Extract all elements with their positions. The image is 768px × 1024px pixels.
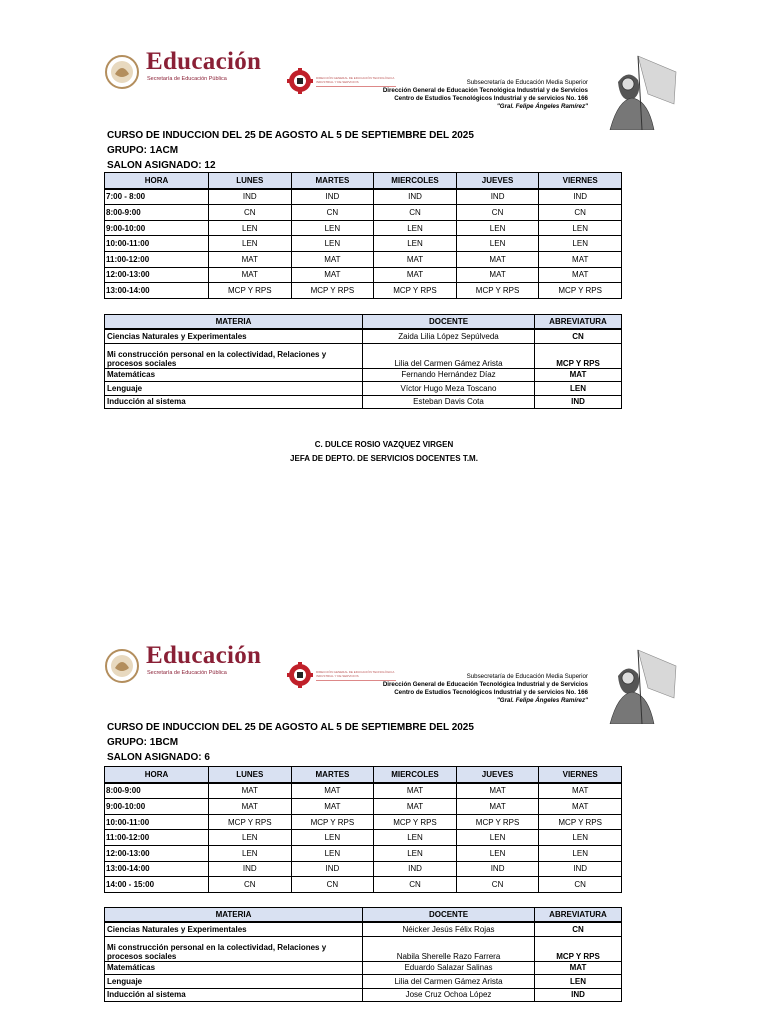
inst-line: Centro de Estudios Tecnológicos Industrial y de servicios No. 166 bbox=[394, 689, 588, 696]
education-logo-text: Educación bbox=[146, 642, 262, 669]
table-row bbox=[105, 220, 622, 236]
historic-figure-illustration bbox=[598, 54, 678, 130]
subject-cell: LEN bbox=[374, 845, 457, 861]
subject-cell: LEN bbox=[209, 236, 292, 252]
subject-cell: MAT bbox=[456, 267, 539, 283]
column-header: HORA bbox=[105, 173, 209, 189]
subject-cell: MCP Y RPS bbox=[209, 283, 292, 299]
inst-line: Centro de Estudios Tecnológicos Industrial y de servicios No. 166 bbox=[394, 95, 588, 102]
table-row bbox=[105, 189, 622, 205]
time-cell: 8:00-9:00 bbox=[105, 783, 209, 799]
teacher-cell: Esteban Davis Cota bbox=[363, 395, 535, 409]
abbreviation-cell: MAT bbox=[535, 368, 622, 382]
subject-cell: LEN bbox=[291, 845, 374, 861]
dgeti-text: DIRECCIÓN GENERAL DE EDUCACIÓN TECNOLÓGICA INDUSTRIAL Y DE SERVICIOS bbox=[316, 670, 395, 678]
time-cell: 11:00-12:00 bbox=[105, 251, 209, 267]
subject-cell: CN bbox=[291, 205, 374, 221]
institution-lines bbox=[383, 79, 588, 111]
subject-cell: IND bbox=[374, 189, 457, 205]
subject-cell: MAT bbox=[539, 251, 622, 267]
subject-cell: MCP Y RPS bbox=[456, 814, 539, 830]
subject-cell: CN bbox=[374, 877, 457, 893]
subject-cell: MAT bbox=[374, 251, 457, 267]
subject-cell: LEN bbox=[456, 845, 539, 861]
time-cell: 9:00-10:00 bbox=[105, 220, 209, 236]
time-cell: 7:00 - 8:00 bbox=[105, 189, 209, 205]
subject-cell: MAT bbox=[209, 783, 292, 799]
table-row bbox=[105, 236, 622, 252]
column-header: DOCENTE bbox=[363, 908, 535, 923]
letterhead bbox=[0, 642, 768, 722]
subject-cell: CN bbox=[539, 877, 622, 893]
subject-name-cell: Mi construcción personal en la colectividad, Relaciones y procesos sociales bbox=[105, 343, 363, 368]
teacher-cell: Nabila Sherelle Razo Farrera bbox=[363, 936, 535, 961]
subject-cell: CN bbox=[539, 205, 622, 221]
subject-cell: MAT bbox=[456, 783, 539, 799]
subject-cell: MAT bbox=[209, 799, 292, 815]
subject-cell: LEN bbox=[291, 236, 374, 252]
table-row bbox=[105, 283, 622, 299]
subject-cell: LEN bbox=[291, 830, 374, 846]
national-seal-icon bbox=[104, 54, 140, 90]
subject-cell: MAT bbox=[456, 251, 539, 267]
table-header-row bbox=[105, 315, 622, 330]
table-row bbox=[105, 845, 622, 861]
subject-cell: MCP Y RPS bbox=[374, 814, 457, 830]
subject-cell: MAT bbox=[539, 267, 622, 283]
subject-cell: MAT bbox=[374, 267, 457, 283]
signature-name: C. DULCE ROSIO VAZQUEZ VIRGEN bbox=[314, 440, 454, 449]
subjects-table bbox=[104, 314, 622, 409]
subject-cell: IND bbox=[539, 189, 622, 205]
column-header: JUEVES bbox=[456, 767, 539, 783]
table-row bbox=[105, 877, 622, 893]
table-row bbox=[105, 975, 622, 989]
subject-cell: LEN bbox=[374, 220, 457, 236]
subject-name-cell: Lenguaje bbox=[105, 975, 363, 989]
subject-cell: LEN bbox=[539, 845, 622, 861]
subject-cell: CN bbox=[456, 877, 539, 893]
signature-title: JEFA DE DEPTO. DE SERVICIOS DOCENTES T.M. bbox=[290, 454, 478, 463]
course-info bbox=[107, 720, 474, 765]
dgeti-text: DIRECCIÓN GENERAL DE EDUCACIÓN TECNOLÓGICA INDUSTRIAL Y DE SERVICIOS bbox=[316, 76, 395, 84]
table-row bbox=[105, 382, 622, 396]
time-cell: 9:00-10:00 bbox=[105, 799, 209, 815]
abbreviation-cell: LEN bbox=[535, 382, 622, 396]
subject-cell: LEN bbox=[209, 220, 292, 236]
subject-cell: MAT bbox=[291, 799, 374, 815]
subject-cell: MCP Y RPS bbox=[374, 283, 457, 299]
teacher-cell: Fernando Hernández Díaz bbox=[363, 368, 535, 382]
table-row bbox=[105, 395, 622, 409]
subject-cell: LEN bbox=[539, 220, 622, 236]
table-row bbox=[105, 936, 622, 961]
inst-line: "Gral. Felipe Ángeles Ramírez" bbox=[496, 697, 588, 704]
subject-cell: CN bbox=[456, 205, 539, 221]
subject-cell: IND bbox=[456, 861, 539, 877]
subject-cell: IND bbox=[209, 189, 292, 205]
subject-cell: CN bbox=[209, 877, 292, 893]
subject-name-cell: Lenguaje bbox=[105, 382, 363, 396]
course-title: CURSO DE INDUCCION DEL 25 DE AGOSTO AL 5 DE SEPTIEMBRE DEL 2025 bbox=[107, 722, 474, 733]
teacher-cell: Jose Cruz Ochoa López bbox=[363, 988, 535, 1002]
subject-cell: MAT bbox=[291, 783, 374, 799]
abbreviation-cell: MCP Y RPS bbox=[535, 343, 622, 368]
table-row bbox=[105, 251, 622, 267]
time-cell: 8:00-9:00 bbox=[105, 205, 209, 221]
subject-cell: MCP Y RPS bbox=[291, 814, 374, 830]
table-row bbox=[105, 830, 622, 846]
time-cell: 13:00-14:00 bbox=[105, 861, 209, 877]
inst-line: Dirección General de Educación Tecnológica Industrial y de Servicios bbox=[382, 681, 588, 688]
table-row bbox=[105, 814, 622, 830]
subject-cell: IND bbox=[209, 861, 292, 877]
time-cell: 10:00-11:00 bbox=[105, 814, 209, 830]
subject-cell: LEN bbox=[539, 236, 622, 252]
subject-name-cell: Inducción al sistema bbox=[105, 395, 363, 409]
table-header-row bbox=[105, 767, 622, 783]
subject-cell: LEN bbox=[456, 830, 539, 846]
subject-cell: CN bbox=[374, 205, 457, 221]
historic-figure-illustration bbox=[598, 648, 678, 724]
subject-cell: CN bbox=[291, 877, 374, 893]
institution-lines bbox=[383, 673, 588, 705]
subject-name-cell: Inducción al sistema bbox=[105, 988, 363, 1002]
subject-cell: CN bbox=[209, 205, 292, 221]
table-row bbox=[105, 329, 622, 343]
schedule-sheet-2 bbox=[0, 642, 768, 1022]
column-header: ABREVIATURA bbox=[535, 315, 622, 330]
subject-cell: MAT bbox=[539, 799, 622, 815]
sep-subtitle: Secretaría de Educación Pública bbox=[147, 670, 227, 676]
abbreviation-cell: LEN bbox=[535, 975, 622, 989]
time-cell: 13:00-14:00 bbox=[105, 283, 209, 299]
subject-cell: MAT bbox=[291, 267, 374, 283]
subject-name-cell: Ciencias Naturales y Experimentales bbox=[105, 922, 363, 936]
signature-block bbox=[0, 438, 768, 466]
subject-cell: MCP Y RPS bbox=[456, 283, 539, 299]
column-header: MARTES bbox=[291, 173, 374, 189]
letterhead bbox=[0, 48, 768, 128]
inst-line: Subsecretaría de Educación Media Superior bbox=[466, 673, 588, 680]
abbreviation-cell: IND bbox=[535, 395, 622, 409]
schedule-sheet-1 bbox=[0, 48, 768, 478]
teacher-cell: Lilia del Carmen Gámez Arista bbox=[363, 975, 535, 989]
subject-cell: MAT bbox=[374, 783, 457, 799]
subject-cell: LEN bbox=[209, 830, 292, 846]
subject-cell: LEN bbox=[209, 845, 292, 861]
abbreviation-cell: MAT bbox=[535, 961, 622, 975]
subject-cell: LEN bbox=[374, 236, 457, 252]
time-cell: 12:00-13:00 bbox=[105, 845, 209, 861]
abbreviation-cell: CN bbox=[535, 922, 622, 936]
subject-cell: IND bbox=[456, 189, 539, 205]
subject-cell: MCP Y RPS bbox=[209, 814, 292, 830]
subject-cell: IND bbox=[291, 189, 374, 205]
column-header: VIERNES bbox=[539, 767, 622, 783]
time-cell: 11:00-12:00 bbox=[105, 830, 209, 846]
table-header-row bbox=[105, 173, 622, 189]
schedule-table bbox=[104, 766, 622, 893]
column-header: LUNES bbox=[209, 173, 292, 189]
column-header: JUEVES bbox=[456, 173, 539, 189]
subject-cell: LEN bbox=[456, 220, 539, 236]
subject-cell: MAT bbox=[456, 799, 539, 815]
subject-cell: IND bbox=[539, 861, 622, 877]
subject-cell: MAT bbox=[539, 783, 622, 799]
inst-line: Dirección General de Educación Tecnológica Industrial y de Servicios bbox=[382, 87, 588, 94]
subject-cell: LEN bbox=[539, 830, 622, 846]
table-row bbox=[105, 988, 622, 1002]
room-label: SALON ASIGNADO: 6 bbox=[107, 752, 210, 763]
teacher-cell: Eduardo Salazar Salinas bbox=[363, 961, 535, 975]
column-header: HORA bbox=[105, 767, 209, 783]
table-row bbox=[105, 783, 622, 799]
column-header: DOCENTE bbox=[363, 315, 535, 330]
column-header: MIERCOLES bbox=[374, 767, 457, 783]
table-row bbox=[105, 861, 622, 877]
time-cell: 12:00-13:00 bbox=[105, 267, 209, 283]
subject-cell: MCP Y RPS bbox=[539, 814, 622, 830]
table-row bbox=[105, 205, 622, 221]
dgeti-gear-icon bbox=[287, 662, 313, 688]
table-header-row bbox=[105, 908, 622, 923]
teacher-cell: Víctor Hugo Meza Toscano bbox=[363, 382, 535, 396]
subject-cell: MAT bbox=[291, 251, 374, 267]
subject-name-cell: Matemáticas bbox=[105, 961, 363, 975]
teacher-cell: Lilia del Carmen Gámez Arista bbox=[363, 343, 535, 368]
subject-cell: MCP Y RPS bbox=[291, 283, 374, 299]
subject-cell: MAT bbox=[209, 267, 292, 283]
column-header: MARTES bbox=[291, 767, 374, 783]
time-cell: 14:00 - 15:00 bbox=[105, 877, 209, 893]
table-row bbox=[105, 922, 622, 936]
subject-name-cell: Ciencias Naturales y Experimentales bbox=[105, 329, 363, 343]
subject-cell: MCP Y RPS bbox=[539, 283, 622, 299]
abbreviation-cell: MCP Y RPS bbox=[535, 936, 622, 961]
subjects-table bbox=[104, 907, 622, 1002]
teacher-cell: Zaida Lilia López Sepúlveda bbox=[363, 329, 535, 343]
abbreviation-cell: IND bbox=[535, 988, 622, 1002]
table-row bbox=[105, 961, 622, 975]
subject-cell: MAT bbox=[374, 799, 457, 815]
subject-cell: LEN bbox=[456, 236, 539, 252]
room-label: SALON ASIGNADO: 12 bbox=[107, 160, 216, 171]
table-row bbox=[105, 267, 622, 283]
education-logo-text: Educación bbox=[146, 48, 262, 75]
subject-name-cell: Mi construcción personal en la colectividad, Relaciones y procesos sociales bbox=[105, 936, 363, 961]
course-info bbox=[107, 128, 474, 173]
column-header: ABREVIATURA bbox=[535, 908, 622, 923]
abbreviation-cell: CN bbox=[535, 329, 622, 343]
subject-cell: LEN bbox=[374, 830, 457, 846]
subject-cell: LEN bbox=[291, 220, 374, 236]
inst-line: Subsecretaría de Educación Media Superior bbox=[466, 79, 588, 86]
column-header: LUNES bbox=[209, 767, 292, 783]
group-label: GRUPO: 1BCM bbox=[107, 737, 179, 748]
column-header: VIERNES bbox=[539, 173, 622, 189]
column-header: MIERCOLES bbox=[374, 173, 457, 189]
dgeti-gear-icon bbox=[287, 68, 313, 94]
course-title: CURSO DE INDUCCION DEL 25 DE AGOSTO AL 5 DE SEPTIEMBRE DEL 2025 bbox=[107, 130, 474, 141]
table-row bbox=[105, 343, 622, 368]
subject-cell: MAT bbox=[209, 251, 292, 267]
column-header: MATERIA bbox=[105, 908, 363, 923]
time-cell: 10:00-11:00 bbox=[105, 236, 209, 252]
inst-line: "Gral. Felipe Ángeles Ramírez" bbox=[496, 103, 588, 110]
table-row bbox=[105, 799, 622, 815]
table-row bbox=[105, 368, 622, 382]
subject-cell: IND bbox=[374, 861, 457, 877]
national-seal-icon bbox=[104, 648, 140, 684]
subject-name-cell: Matemáticas bbox=[105, 368, 363, 382]
column-header: MATERIA bbox=[105, 315, 363, 330]
group-label: GRUPO: 1ACM bbox=[107, 145, 179, 156]
sep-subtitle: Secretaría de Educación Pública bbox=[147, 76, 227, 82]
schedule-table bbox=[104, 172, 622, 299]
teacher-cell: Néicker Jesús Félix Rojas bbox=[363, 922, 535, 936]
subject-cell: IND bbox=[291, 861, 374, 877]
